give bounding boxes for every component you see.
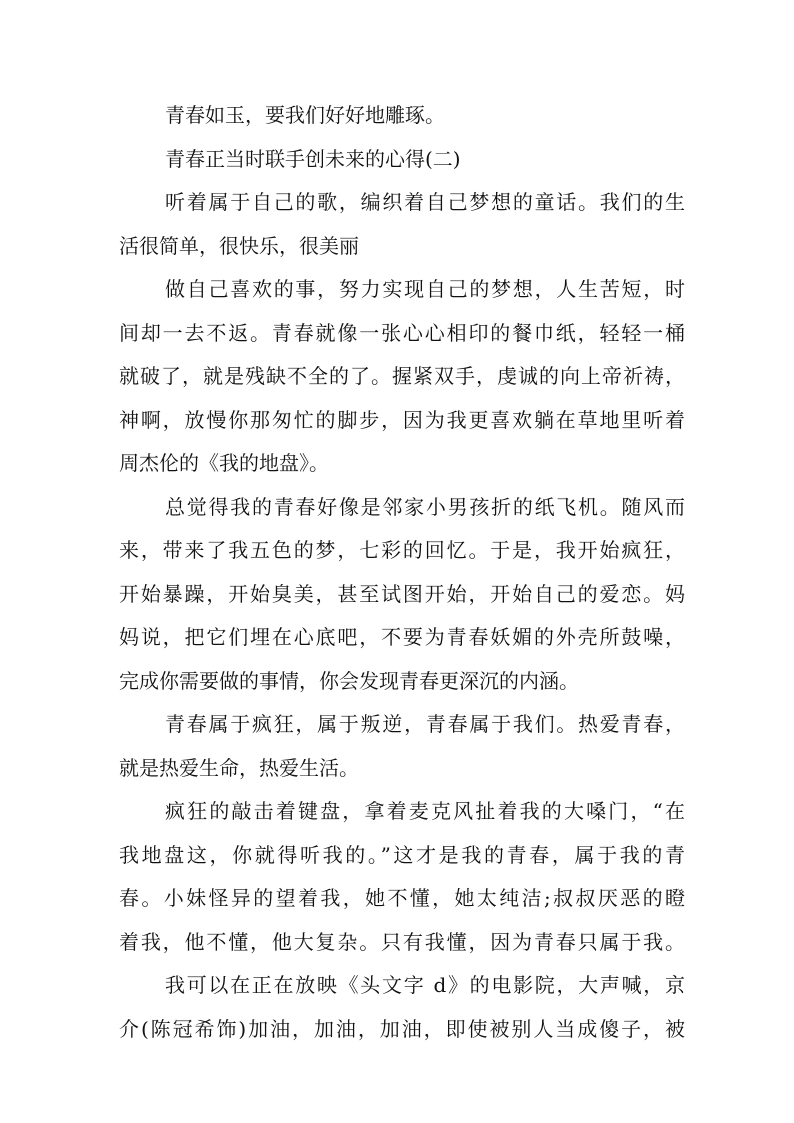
text-line: 青春如玉，要我们好好地雕琢。: [165, 103, 445, 127]
text-line: 神啊，放慢你那匆忙的脚步，因为我更喜欢躺在草地里听着: [119, 408, 685, 432]
text-line: 做自己喜欢的事，努力实现自己的梦想，人生苦短，时: [165, 277, 685, 301]
text-line: 着我，他不懂，他大复杂。只有我懂，因为青春只属于我。: [119, 930, 685, 954]
text-line: 周杰伦的《我的地盘》。: [119, 451, 329, 475]
text-line: 我可以在正在放映《头文字 d》的电影院，大声喊，京: [165, 973, 685, 997]
text-line: 春。小妹怪异的望着我，她不懂，她太纯洁;叔叔厌恶的瞪: [119, 886, 685, 910]
text-line: 疯狂的敲击着键盘，拿着麦克风扯着我的大嗓门，“在: [165, 799, 685, 823]
text-line: 间却一去不返。青春就像一张心心相印的餐巾纸，轻轻一桶: [119, 321, 685, 345]
section-heading: 青春正当时联手创未来的心得(二): [165, 147, 461, 171]
text-line: 活很简单，很快乐，很美丽: [119, 234, 359, 258]
text-line: 完成你需要做的事情，你会发现青春更深沉的内涵。: [119, 669, 579, 693]
text-line: 开始暴躁，开始臭美，甚至试图开始，开始自己的爱恋。妈: [119, 582, 685, 606]
text-line: 我地盘这，你就得听我的。”这才是我的青春，属于我的青: [119, 843, 685, 867]
text-line: 来，带来了我五色的梦，七彩的回忆。于是，我开始疯狂，: [119, 538, 685, 562]
text-line: 就是热爱生命，热爱生活。: [119, 756, 359, 780]
text-line: 听着属于自己的歌，编织着自己梦想的童话。我们的生: [165, 190, 685, 214]
text-line: 就破了，就是残缺不全的了。握紧双手，虔诚的向上帝祈祷，: [119, 364, 685, 388]
text-line: 总觉得我的青春好像是邻家小男孩折的纸飞机。随风而: [165, 495, 685, 519]
text-line: 青春属于疯狂，属于叛逆，青春属于我们。热爱青春，: [165, 712, 685, 736]
text-line: 介(陈冠希饰)加油，加油，加油，即使被别人当成傻子，被: [119, 1017, 685, 1041]
text-line: 妈说，把它们埋在心底吧，不要为青春妖媚的外壳所鼓噪，: [119, 625, 685, 649]
